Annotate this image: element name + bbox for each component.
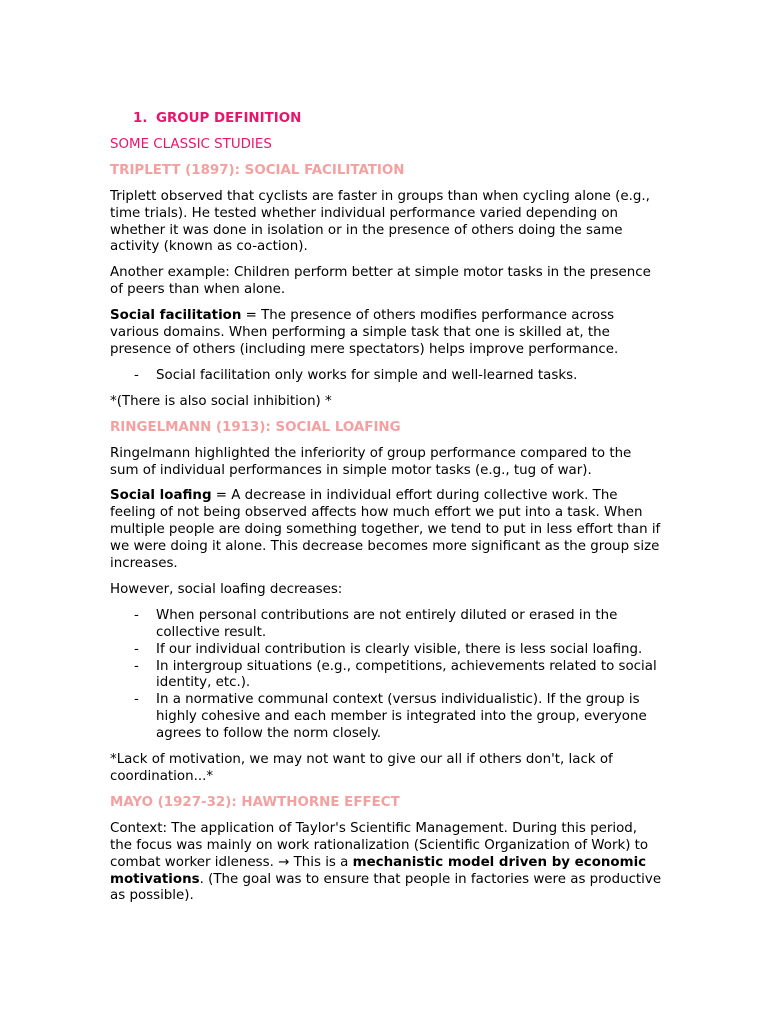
dash-bullet: -	[134, 692, 139, 708]
triplett-note: *(There is also social inhibition) *	[110, 393, 332, 409]
ringelmann-heading: RINGELMANN (1913): SOCIAL LOAFING	[110, 419, 401, 435]
ringelmann-paragraph-3: However, social loafing decreases:	[110, 581, 343, 597]
mayo-text-b: . (The goal was to ensure that people in factories were as productive as possible).	[110, 871, 662, 904]
list-item-text: In intergroup situations (e.g., competitions, achievements related to social identity, etc.).	[156, 658, 657, 691]
dash-bullet: -	[134, 367, 139, 383]
list-item	[110, 642, 662, 659]
mayo-heading: MAYO (1927-32): HAWTHORNE EFFECT	[110, 794, 400, 810]
ringelmann-bullet-list	[110, 608, 662, 743]
dash-bullet: -	[134, 641, 139, 657]
list-item-text: In a normative communal context (versus individualistic). If the group is highly cohesive and each member is integrated into the group, everyone agrees to follow the norm closely.	[156, 692, 647, 742]
list-item	[110, 692, 662, 743]
mayo-paragraph-1	[110, 821, 662, 906]
subsection-heading: SOME CLASSIC STUDIES	[110, 136, 272, 152]
triplett-bullet-list	[110, 368, 662, 385]
triplett-paragraph-1: Triplett observed that cyclists are faster in groups than when cycling alone (e.g., time trials). He tested whether individual performance varied depending on whether it was done in isolation or in the presence of others doing the same activity (known as co-action).	[110, 188, 650, 255]
ringelmann-note: *Lack of motivation, we may not want to give our all if others don't, lack of coordination...*	[110, 752, 613, 784]
triplett-paragraph-2: Another example: Children perform better at simple motor tasks in the presence of peers than when alone.	[110, 265, 651, 298]
social-loafing-text: = A decrease in individual effort during collective work. The feeling of not being observed affects how much effort we put into a task. When multiple people are doing something together, we tend to put in less effort than if we were doing it alone. This decrease becomes more significant as the group size increases.	[110, 488, 661, 572]
mayo-text-a: Context: The application of Taylor's Scientific Management. During this period, the focus was mainly on work rationalization (Scientific Organization of Work) to combat worker idleness. → This is a	[110, 820, 649, 870]
social-facilitation-definition	[110, 308, 662, 359]
section-heading	[110, 111, 662, 128]
social-facilitation-text: = The presence of others modifies performance across various domains. When performing a simple task that one is skilled at, the presence of others (including mere spectators) helps improve performance.	[110, 308, 619, 357]
section-title: GROUP DEFINITION	[156, 111, 302, 126]
ringelmann-paragraph-1: Ringelmann highlighted the inferiority of group performance compared to the sum of individual performances in simple motor tasks (e.g., tug of war).	[110, 445, 632, 478]
list-item-text: When personal contributions are not entirely diluted or erased in the collective result.	[156, 607, 618, 640]
social-loafing-term: Social loafing	[110, 488, 212, 504]
section-number: 1.	[133, 111, 148, 126]
social-facilitation-term: Social facilitation	[110, 308, 242, 324]
social-loafing-definition	[110, 488, 662, 573]
triplett-heading: TRIPLETT (1897): SOCIAL FACILITATION	[110, 162, 405, 178]
mayo-bold-text: mechanistic model driven by economic motivations	[110, 854, 647, 887]
list-item	[110, 659, 662, 693]
list-item	[110, 608, 662, 642]
list-item	[110, 368, 662, 385]
document-content	[110, 111, 662, 914]
list-item-text: Social facilitation only works for simple and well-learned tasks.	[156, 367, 578, 383]
list-item-text: If our individual contribution is clearly visible, there is less social loafing.	[156, 641, 643, 657]
dash-bullet: -	[134, 607, 139, 623]
dash-bullet: -	[134, 658, 139, 674]
